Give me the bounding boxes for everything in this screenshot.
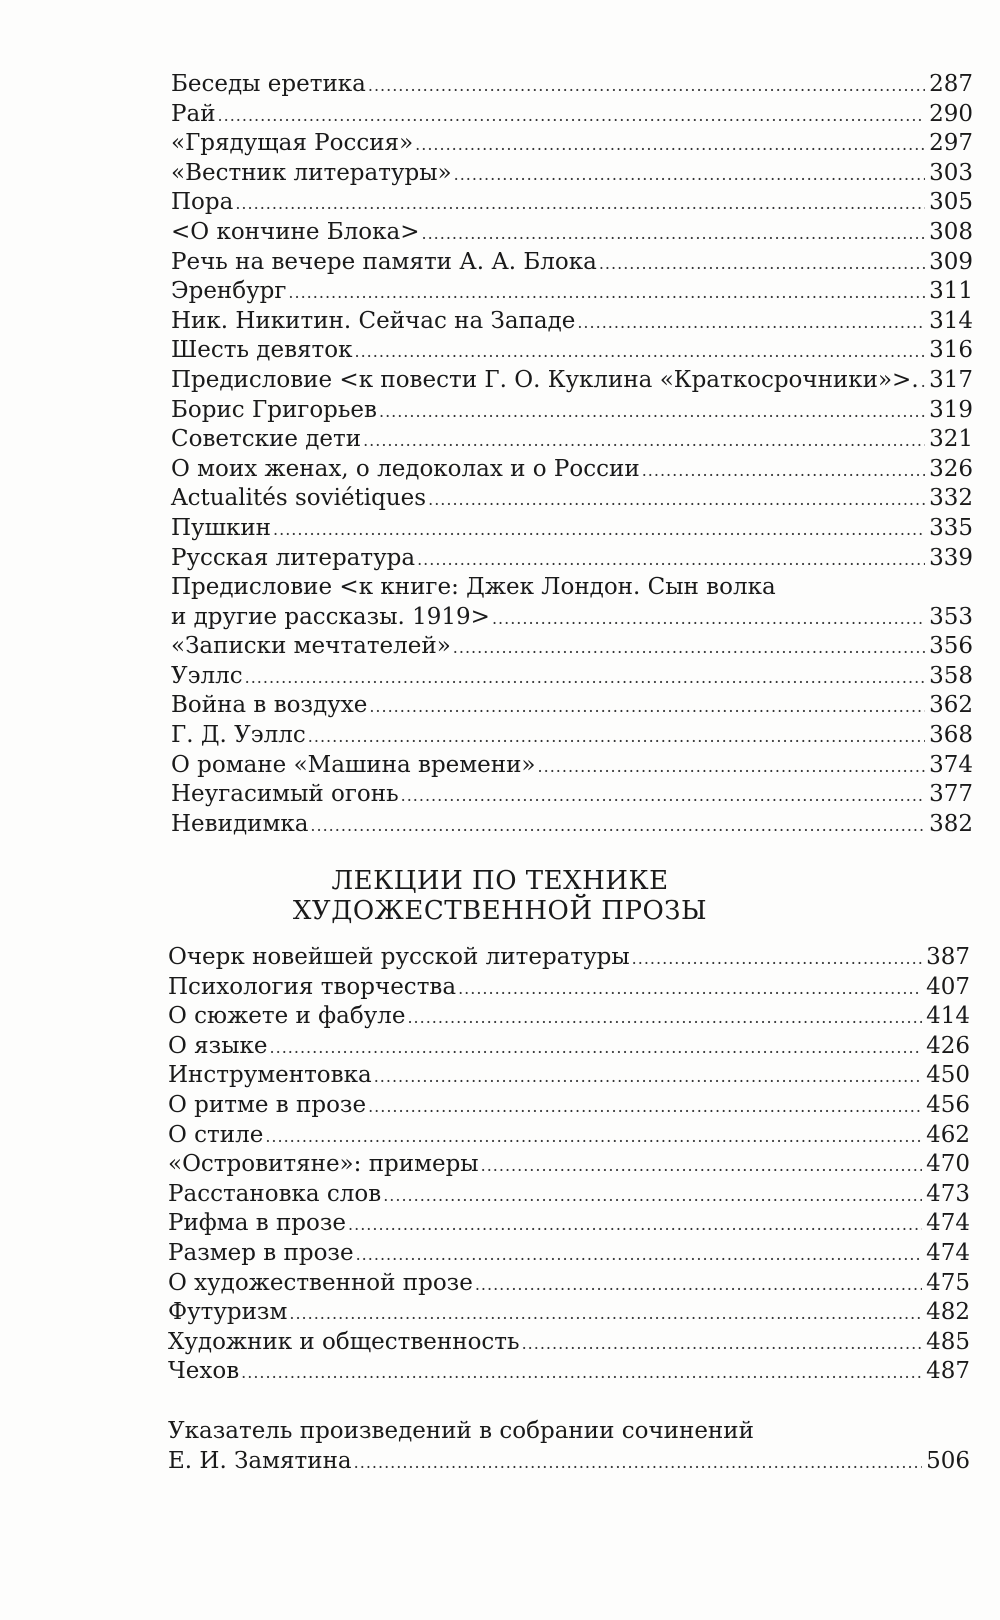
toc-entry: Расстановка слов ..... 473 xyxy=(168,1180,970,1210)
leader-dots xyxy=(921,367,925,397)
leader-dots xyxy=(415,130,925,160)
toc-entry: Беседы еретика ..... 287 xyxy=(171,70,973,100)
leader-dots xyxy=(265,1122,922,1152)
toc-entry: Речь на вечере памяти А. А. Блока ..... 309 xyxy=(171,248,973,278)
toc-entry: Неугасимый огонь ..... 377 xyxy=(171,780,973,810)
leader-dots xyxy=(642,456,925,486)
toc-entry: О сюжете и фабуле ..... 414 xyxy=(168,1002,970,1032)
leader-dots xyxy=(379,397,925,427)
leader-dots xyxy=(241,1358,922,1388)
toc-entry: Советские дети ..... 321 xyxy=(171,425,973,455)
toc-entry: «Грядущая Россия» ..... 297 xyxy=(171,129,973,159)
toc-entry: О стиле ..... 462 xyxy=(168,1121,970,1151)
toc-entry: Невидимка ..... 382 xyxy=(171,810,973,840)
toc-entry: О художественной прозе ..... 475 xyxy=(168,1269,970,1299)
toc-entry: О ритме в прозе ..... 456 xyxy=(168,1091,970,1121)
leader-dots xyxy=(369,692,925,722)
leader-dots xyxy=(417,545,925,575)
leader-dots xyxy=(454,160,925,190)
toc-entry: Чехов ..... 487 xyxy=(168,1357,970,1387)
leader-dots xyxy=(383,1181,922,1211)
toc-entry: Предисловие <к повести Г. О. Куклина «Краткосрочники»>. ..... 317 xyxy=(171,366,973,396)
leader-dots xyxy=(218,101,925,131)
section-heading xyxy=(0,866,1000,926)
toc-entry: «Вестник литературы» ..... 303 xyxy=(171,159,973,189)
leader-dots xyxy=(368,71,925,101)
leader-dots xyxy=(288,278,925,308)
toc-entry: Психология творчества ..... 407 xyxy=(168,973,970,1003)
toc-entry: Рай ..... 290 xyxy=(171,100,973,130)
leader-dots xyxy=(308,722,925,752)
toc-entry: Ник. Никитин. Сейчас на Западе ..... 314 xyxy=(171,307,973,337)
toc-entry: Г. Д. Уэллс ..... 368 xyxy=(171,721,973,751)
toc-entry: Actualités soviétiques ..... 332 xyxy=(171,484,973,514)
leader-dots xyxy=(481,1151,922,1181)
toc-entry: Рифма в прозе ..... 474 xyxy=(168,1209,970,1239)
toc-entry: Художник и общественность ..... 485 xyxy=(168,1328,970,1358)
toc-entry: Инструментовка ..... 450 xyxy=(168,1061,970,1091)
leader-dots xyxy=(348,1210,922,1240)
leader-dots xyxy=(458,974,922,1004)
toc-entry: Уэллс ..... 358 xyxy=(171,662,973,692)
leader-dots xyxy=(407,1003,922,1033)
leader-dots xyxy=(235,189,925,219)
leader-dots xyxy=(522,1329,922,1359)
toc-entry: Пушкин ..... 335 xyxy=(171,514,973,544)
toc-entry: Размер в прозе ..... 474 xyxy=(168,1239,970,1269)
leader-dots xyxy=(245,663,925,693)
toc-entry: Шесть девяток ..... 316 xyxy=(171,336,973,366)
toc-entry: Эренбург ..... 311 xyxy=(171,277,973,307)
toc-entry: и другие рассказы. 1919> ..... 353 xyxy=(171,603,973,633)
section-heading-line2: ХУДОЖЕСТВЕННОЙ ПРОЗЫ xyxy=(292,896,708,926)
leader-dots xyxy=(310,811,925,841)
leader-dots xyxy=(273,515,925,545)
toc-entry: Борис Григорьев ..... 319 xyxy=(171,396,973,426)
leader-dots xyxy=(401,781,925,811)
leader-dots xyxy=(356,1240,922,1270)
leader-dots xyxy=(577,308,925,338)
toc-entry: О моих женах, о ледоколах и о России ..... 326 xyxy=(171,455,973,485)
toc-entry: <О кончине Блока> ..... 308 xyxy=(171,218,973,248)
leader-dots xyxy=(363,426,925,456)
leader-dots xyxy=(354,337,925,367)
toc-entry: Е. И. Замятина ..... 506 xyxy=(168,1447,970,1477)
leader-dots xyxy=(599,249,925,279)
leader-dots xyxy=(492,604,925,634)
leader-dots xyxy=(289,1299,922,1329)
toc-entry: Пора ..... 305 xyxy=(171,188,973,218)
toc-entry-line1: Предисловие <к книге: Джек Лондон. Сын волка xyxy=(171,574,776,601)
toc-entry: О романе «Машина времени» ..... 374 xyxy=(171,751,973,781)
leader-dots xyxy=(270,1033,922,1063)
leader-dots xyxy=(538,752,925,782)
leader-dots xyxy=(632,944,922,974)
toc-entry: Война в воздухе ..... 362 xyxy=(171,691,973,721)
leader-dots xyxy=(354,1448,922,1478)
toc-entry: О языке ..... 426 xyxy=(168,1032,970,1062)
section-heading-line1: ЛЕКЦИИ ПО ТЕХНИКЕ xyxy=(331,866,669,896)
leader-dots xyxy=(368,1092,922,1122)
toc-entry: Русская литература ..... 339 xyxy=(171,544,973,574)
toc-entry: «Записки мечтателей» ..... 356 xyxy=(171,632,973,662)
toc-entry: Футуризм ..... 482 xyxy=(168,1298,970,1328)
leader-dots xyxy=(428,485,925,515)
leader-dots xyxy=(374,1062,922,1092)
leader-dots xyxy=(453,633,925,663)
toc-entry: «Островитяне»: примеры ..... 470 xyxy=(168,1150,970,1180)
toc-entry: Очерк новейшей русской литературы ..... 387 xyxy=(168,943,970,973)
leader-dots xyxy=(422,219,926,249)
leader-dots xyxy=(475,1270,922,1300)
toc-entry-line1: Указатель произведений в собрании сочинений xyxy=(168,1418,754,1444)
